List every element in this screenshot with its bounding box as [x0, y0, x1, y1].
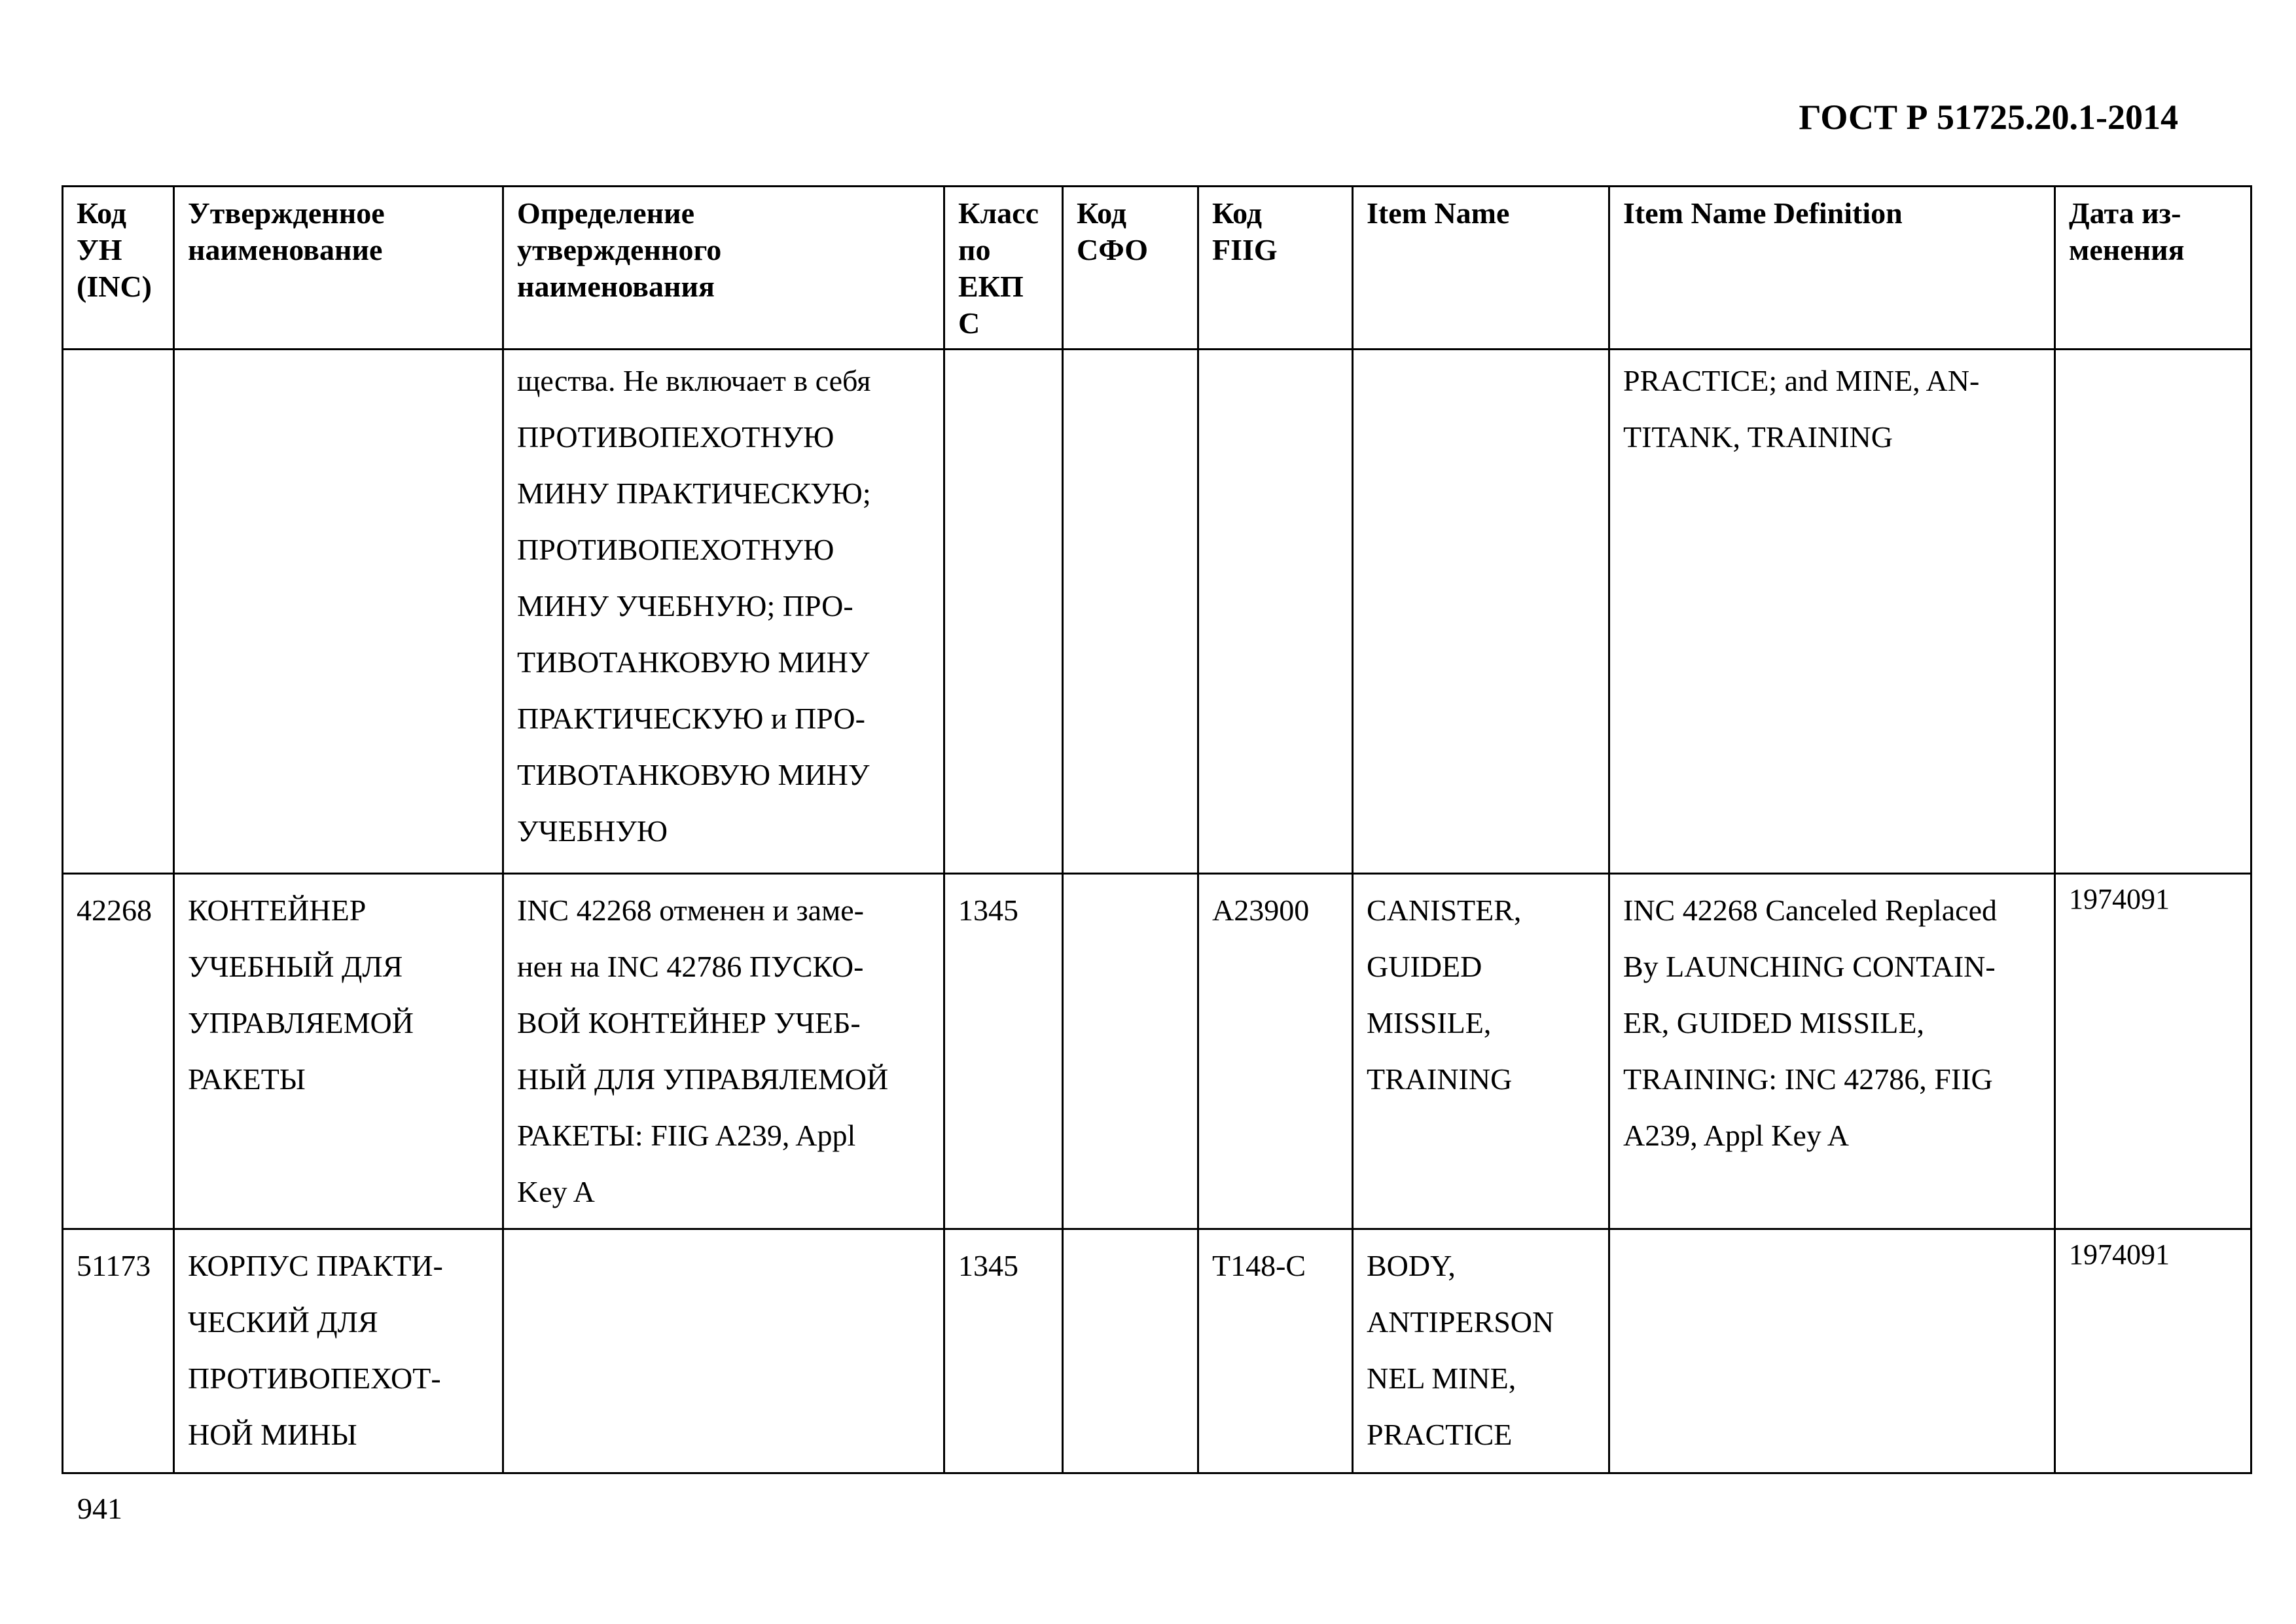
- cell-change-date: 1974091: [2055, 874, 2251, 1229]
- cell-sfo: [1063, 1229, 1198, 1473]
- cell-item-name: CANISTER, GUIDED MISSILE, TRAINING: [1353, 874, 1609, 1229]
- column-header-change-date: Дата из- менения: [2055, 187, 2251, 350]
- cell-fiig: [1198, 350, 1353, 874]
- cell-sfo: [1063, 874, 1198, 1229]
- column-header-inc: Код УН (INC): [63, 187, 174, 350]
- cell-item-name-definition: [1609, 1229, 2055, 1473]
- cell-change-date: [2055, 350, 2251, 874]
- cell-item-name-definition: INC 42268 Canceled Replaced By LAUNCHING CONTAIN- ER, GUIDED MISSILE, TRAINING: INC 42786, FIIG A239, Appl Key A: [1609, 874, 2055, 1229]
- cell-definition: щества. Не включает в себя ПРОТИВОПЕХОТНУЮ МИНУ ПРАКТИЧЕСКУЮ; ПРОТИВОПЕХОТНУЮ МИНУ УЧЕБНУЮ; ПРО- ТИВОТАНКОВУЮ МИНУ ПРАКТИЧЕСКУЮ и ПРО- ТИВОТАНКОВУЮ МИНУ УЧЕБНУЮ: [503, 350, 944, 874]
- cell-inc: 51173: [63, 1229, 174, 1473]
- table-row: [63, 350, 2251, 874]
- cell-class: [944, 350, 1063, 874]
- column-header-class: Класс по ЕКП С: [944, 187, 1063, 350]
- cell-class: 1345: [944, 874, 1063, 1229]
- cell-item-name: BODY, ANTIPERSON NEL MINE, PRACTICE: [1353, 1229, 1609, 1473]
- document-standard-number: ГОСТ Р 51725.20.1-2014: [1799, 98, 2178, 137]
- cell-fiig: A23900: [1198, 874, 1353, 1229]
- column-header-item-name: Item Name: [1353, 187, 1609, 350]
- cell-sfo: [1063, 350, 1198, 874]
- table-header-row: [63, 187, 2251, 350]
- column-header-definition: Определение утвержденного наименования: [503, 187, 944, 350]
- cell-inc: [63, 350, 174, 874]
- cell-fiig: T148-C: [1198, 1229, 1353, 1473]
- cell-approved-name: [174, 350, 503, 874]
- cell-approved-name: КОНТЕЙНЕР УЧЕБНЫЙ ДЛЯ УПРАВЛЯЕМОЙ РАКЕТЫ: [174, 874, 503, 1229]
- cell-definition: INC 42268 отменен и заме- нен на INC 42786 ПУСКО- ВОЙ КОНТЕЙНЕР УЧЕБ- НЫЙ ДЛЯ УПРАВЯЛЕМОЙ РАКЕТЫ: FIIG A239, Appl Key A: [503, 874, 944, 1229]
- column-header-fiig: Код FIIG: [1198, 187, 1353, 350]
- table-row: [63, 1229, 2251, 1473]
- nomenclature-table: [62, 185, 2252, 1474]
- column-header-item-name-definition: Item Name Definition: [1609, 187, 2055, 350]
- column-header-sfo: Код СФО: [1063, 187, 1198, 350]
- page-number: 941: [77, 1492, 122, 1525]
- cell-item-name-definition: PRACTICE; and MINE, AN- TITANK, TRAINING: [1609, 350, 2055, 874]
- cell-item-name: [1353, 350, 1609, 874]
- cell-definition: [503, 1229, 944, 1473]
- table-row: [63, 874, 2251, 1229]
- cell-approved-name: КОРПУС ПРАКТИ- ЧЕСКИЙ ДЛЯ ПРОТИВОПЕХОТ- НОЙ МИНЫ: [174, 1229, 503, 1473]
- cell-change-date: 1974091: [2055, 1229, 2251, 1473]
- cell-class: 1345: [944, 1229, 1063, 1473]
- column-header-approved-name: Утвержденное наименование: [174, 187, 503, 350]
- cell-inc: 42268: [63, 874, 174, 1229]
